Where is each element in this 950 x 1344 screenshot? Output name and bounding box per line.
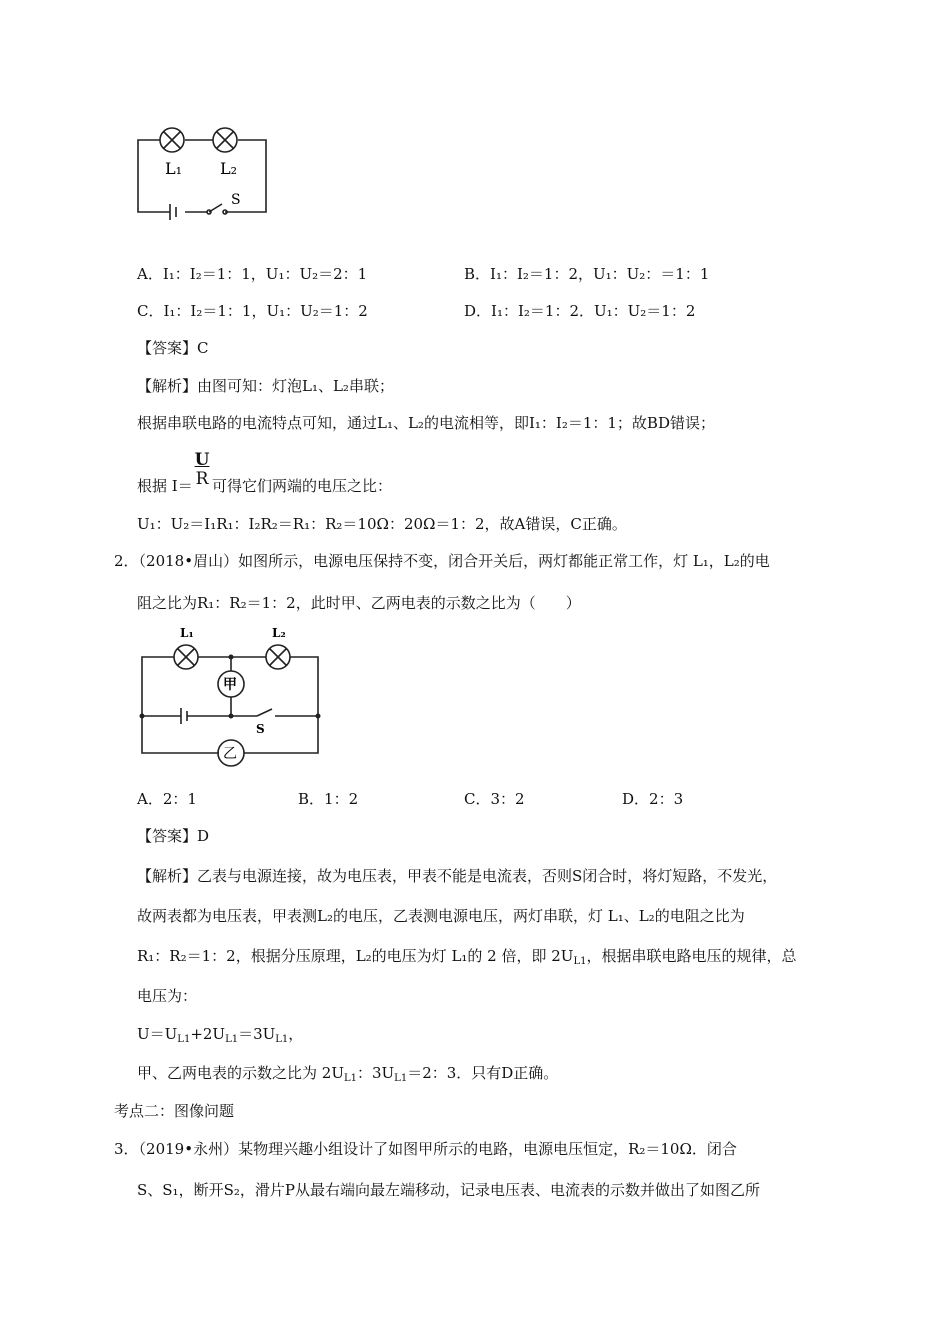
q1-diagram-label-l1: L₁ xyxy=(165,159,183,178)
q2-stem-line-1: 2．（2018•眉山）如图所示，电源电压保持不变，闭合开关后，两灯都能正常工作，灯 L₁，L₂的电 xyxy=(114,552,770,570)
q2-circuit-diagram xyxy=(132,625,327,770)
q1-diagram-label-s: S xyxy=(231,192,241,208)
q2-diagram-label-s: S xyxy=(256,722,265,736)
q2-option-b: B．1：2 xyxy=(298,790,359,808)
q3-stem-line-1: 3．（2019•永州）某物理兴趣小组设计了如图甲所示的电路，电源电压恒定，R₂＝10Ω．闭合 xyxy=(114,1140,737,1158)
q1-option-d: D．I₁：I₂＝1：2．U₁：U₂＝1：2 xyxy=(464,302,696,320)
q1-diagram-label-l2: L₂ xyxy=(220,159,238,178)
q2-option-d: D．2：3 xyxy=(622,790,684,808)
q2-analysis-4: 电压为： xyxy=(137,987,198,1005)
q2-option-c: C．3：2 xyxy=(464,790,525,808)
q2-analysis-1: 【解析】乙表与电源连接，故为电压表，甲表不能是电流表，否则S闭合时，将灯短路，不发光， xyxy=(137,867,778,885)
q2-analysis-3: R₁：R₂＝1：2，根据分压原理，L₂的电压为灯 L₁的 2 倍，即 $2U_{L1}$，根据串联电路电压的规律，总 xyxy=(137,947,797,967)
q2-answer: 【答案】D xyxy=(137,827,210,845)
q1-analysis-3a: 根据 I＝ xyxy=(137,477,193,495)
q1-analysis-2: 根据串联电路的电流特点可知，通过L₁、L₂的电流相等，即I₁：I₂＝1：1；故BD错误； xyxy=(137,414,715,432)
q2-stem-line-2: 阻之比为R₁：R₂＝1：2，此时甲、乙两电表的示数之比为（ ） xyxy=(137,594,581,612)
fraction-denominator: R xyxy=(195,469,209,489)
q1-analysis-3b: 可得它们两端的电压之比： xyxy=(212,477,393,495)
q3-stem-line-2: S、S₁，断开S₂，滑片P从最右端向最左端移动，记录电压表、电流表的示数并做出了如图乙所 xyxy=(137,1181,760,1199)
q2-analysis-6: 甲、乙两电表的示数之比为 $2U_{L1}$：$3U_{L1}=2$：3．只有D正确。 xyxy=(137,1064,559,1084)
q1-answer: 【答案】C xyxy=(137,339,209,357)
q1-analysis-4: U₁：U₂＝I₁R₁：I₂R₂＝R₁：R₂＝10Ω：20Ω＝1：2，故A错误，C正确。 xyxy=(137,515,627,533)
section-heading: 考点二：图像问题 xyxy=(114,1102,235,1120)
q1-circuit-diagram xyxy=(130,120,275,220)
q1-option-c: C．I₁：I₂＝1：1，U₁：U₂＝1：2 xyxy=(137,302,368,320)
q1-formula-fraction xyxy=(193,450,211,488)
q2-analysis-5: $U=U_{L1}+2U_{L1}=3U_{L1}$， xyxy=(137,1025,304,1045)
q2-option-a: A．2：1 xyxy=(137,790,197,808)
q2-diagram-meter-yi: 乙 xyxy=(223,746,237,762)
q1-option-a: A．I₁：I₂＝1：1，U₁：U₂＝2：1 xyxy=(137,265,368,283)
q1-analysis-1: 【解析】由图可知：灯泡L₁、L₂串联； xyxy=(137,377,394,395)
q1-option-b: B．I₁：I₂＝1：2，U₁：U₂：＝1：1 xyxy=(464,265,710,283)
q2-diagram-label-l1: L₁ xyxy=(180,626,194,640)
q2-diagram-label-l2: L₂ xyxy=(272,626,286,640)
q2-analysis-2: 故两表都为电压表，甲表测L₂的电压，乙表测电源电压，两灯串联，灯 L₁、L₂的电阻之比为 xyxy=(137,907,745,925)
q2-diagram-meter-jia: 甲 xyxy=(223,677,237,693)
fraction-numerator: U xyxy=(194,450,210,470)
